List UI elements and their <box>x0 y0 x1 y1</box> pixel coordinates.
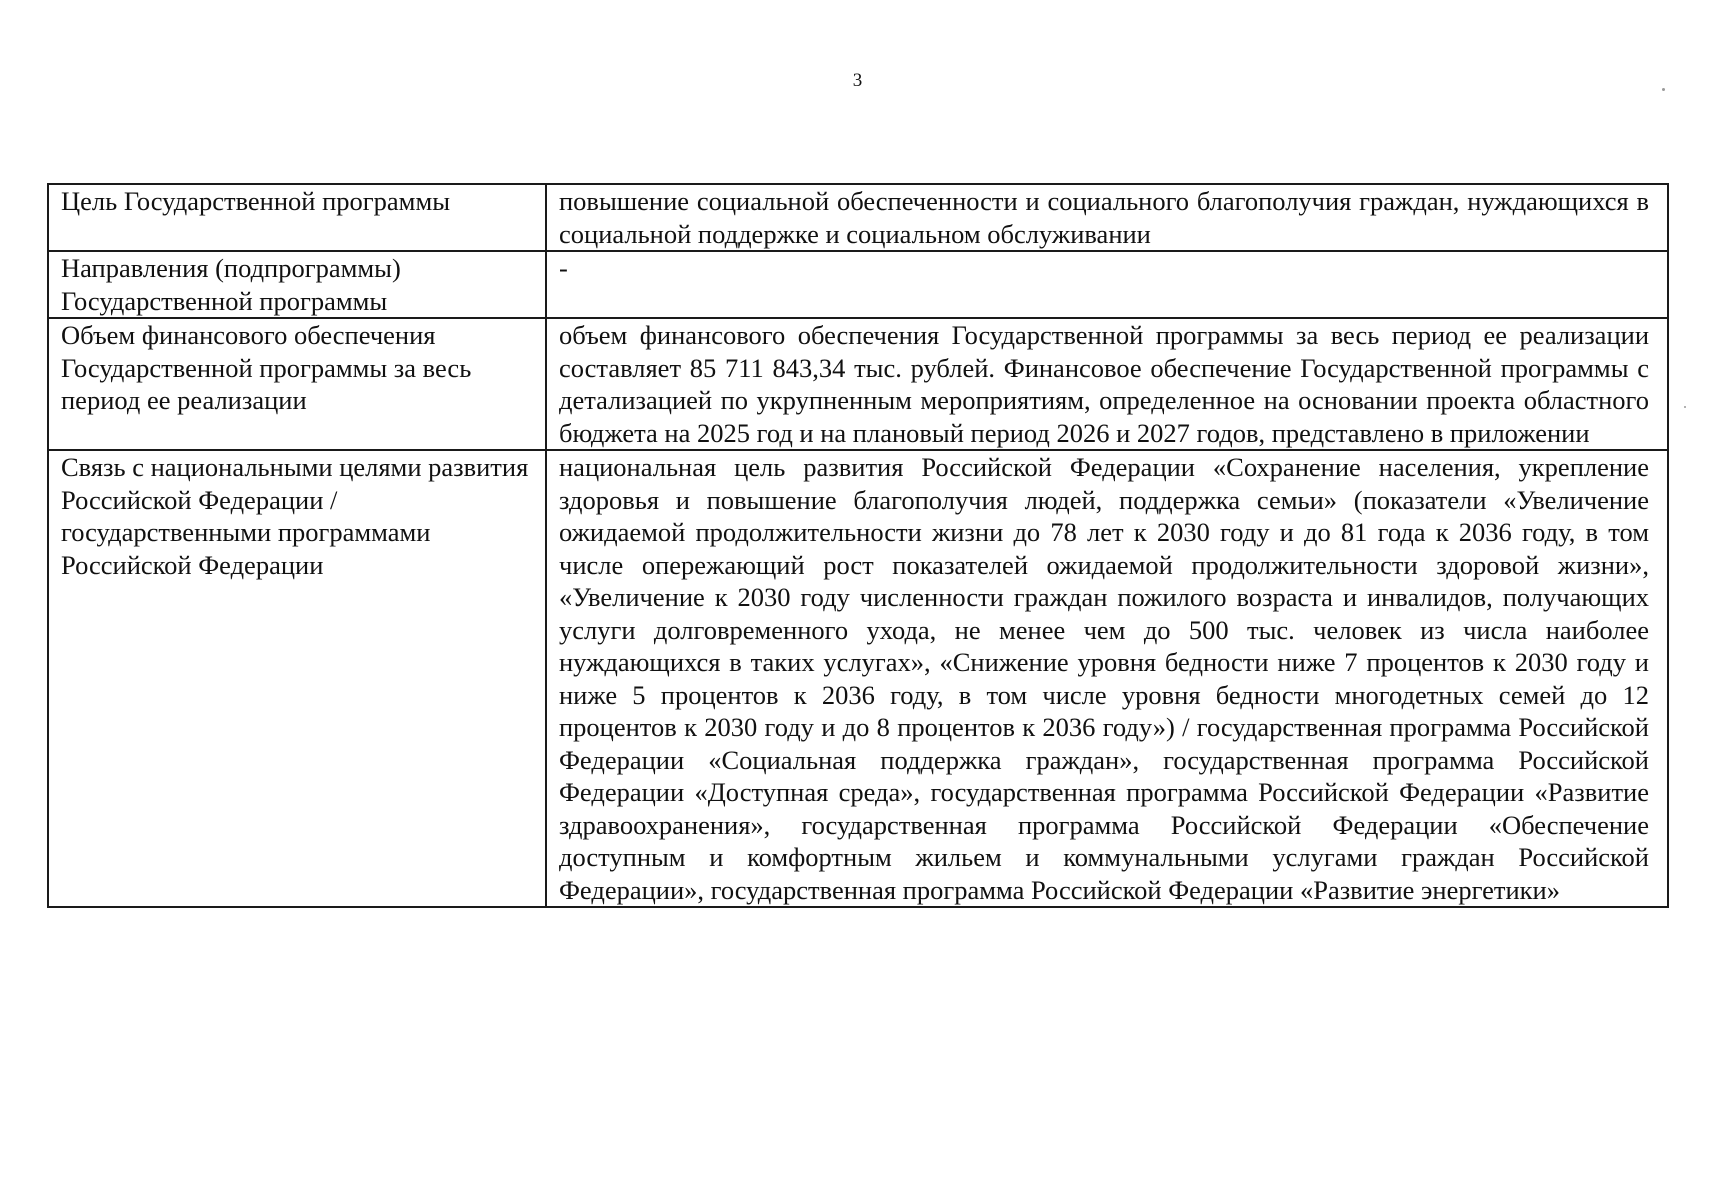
table-row-goal <box>48 184 1668 251</box>
row-label-directions: Направления (подпрограммы) Государственной программы <box>48 251 546 318</box>
row-value-national-goals: национальная цель развития Российской Федерации «Сохранение населения, укрепление здоровья и повышение благополучия людей, поддержка семьи» (показатели «Увеличение ожидаемой продолжительности жизни до 78 лет к 2030 году и до 81 года к 2036 году, в том числе опережающий рост показателей ожидаемой продолжительности здоровой жизни», «Увеличение к 2030 году численности граждан пожилого возраста и инвалидов, получающих услуги долговременного ухода, не менее чем до 500 тыс. человек из числа наиболее нуждающихся в таких услугах», «Снижение уровня бедности ниже 7 процентов к 2030 году и ниже 5 процентов к 2036 году, в том числе уровня бедности многодетных семей до 12 процентов к 2030 году и до 8 процентов к 2036 году») / государственная программа Российской Федерации «Социальная поддержка граждан», государственная программа Российской Федерации «Доступная среда», государственная программа Российской Федерации «Развитие здравоохранения», государственная программа Российской Федерации «Обеспечение доступным и комфортным жильем и коммунальными услугами граждан Российской Федерации», государственная программа Российской Федерации «Развитие энергетики» <box>546 450 1668 907</box>
scan-artifact-dot <box>1662 88 1665 91</box>
page-number: 3 <box>852 70 863 91</box>
row-label-financing: Объем финансового обеспечения Государственной программы за весь период ее реализации <box>48 318 546 450</box>
row-label-goal: Цель Государственной программы <box>48 184 546 251</box>
table-row-financing <box>48 318 1668 450</box>
row-value-financing: объем финансового обеспечения Государственной программы за весь период ее реализации составляет 85 711 843,34 тыс. рублей. Финансовое обеспечение Государственной программы с детализацией по укрупненным мероприятиям, определенное на основании проекта областного бюджета на 2025 год и на плановый период 2026 и 2027 годов, представлено в приложении <box>546 318 1668 450</box>
row-value-goal: повышение социальной обеспеченности и социального благополучия граждан, нуждающихся в социальной поддержке и социальном обслуживании <box>546 184 1668 251</box>
table-row-national-goals <box>48 450 1668 907</box>
table-row-directions <box>48 251 1668 318</box>
scan-artifact-dot <box>1684 406 1686 408</box>
row-label-national-goals: Связь с национальными целями развития Российской Федерации / государственными программами Российской Федерации <box>48 450 546 907</box>
row-value-directions: - <box>546 251 1668 318</box>
program-passport-table <box>47 183 1669 908</box>
